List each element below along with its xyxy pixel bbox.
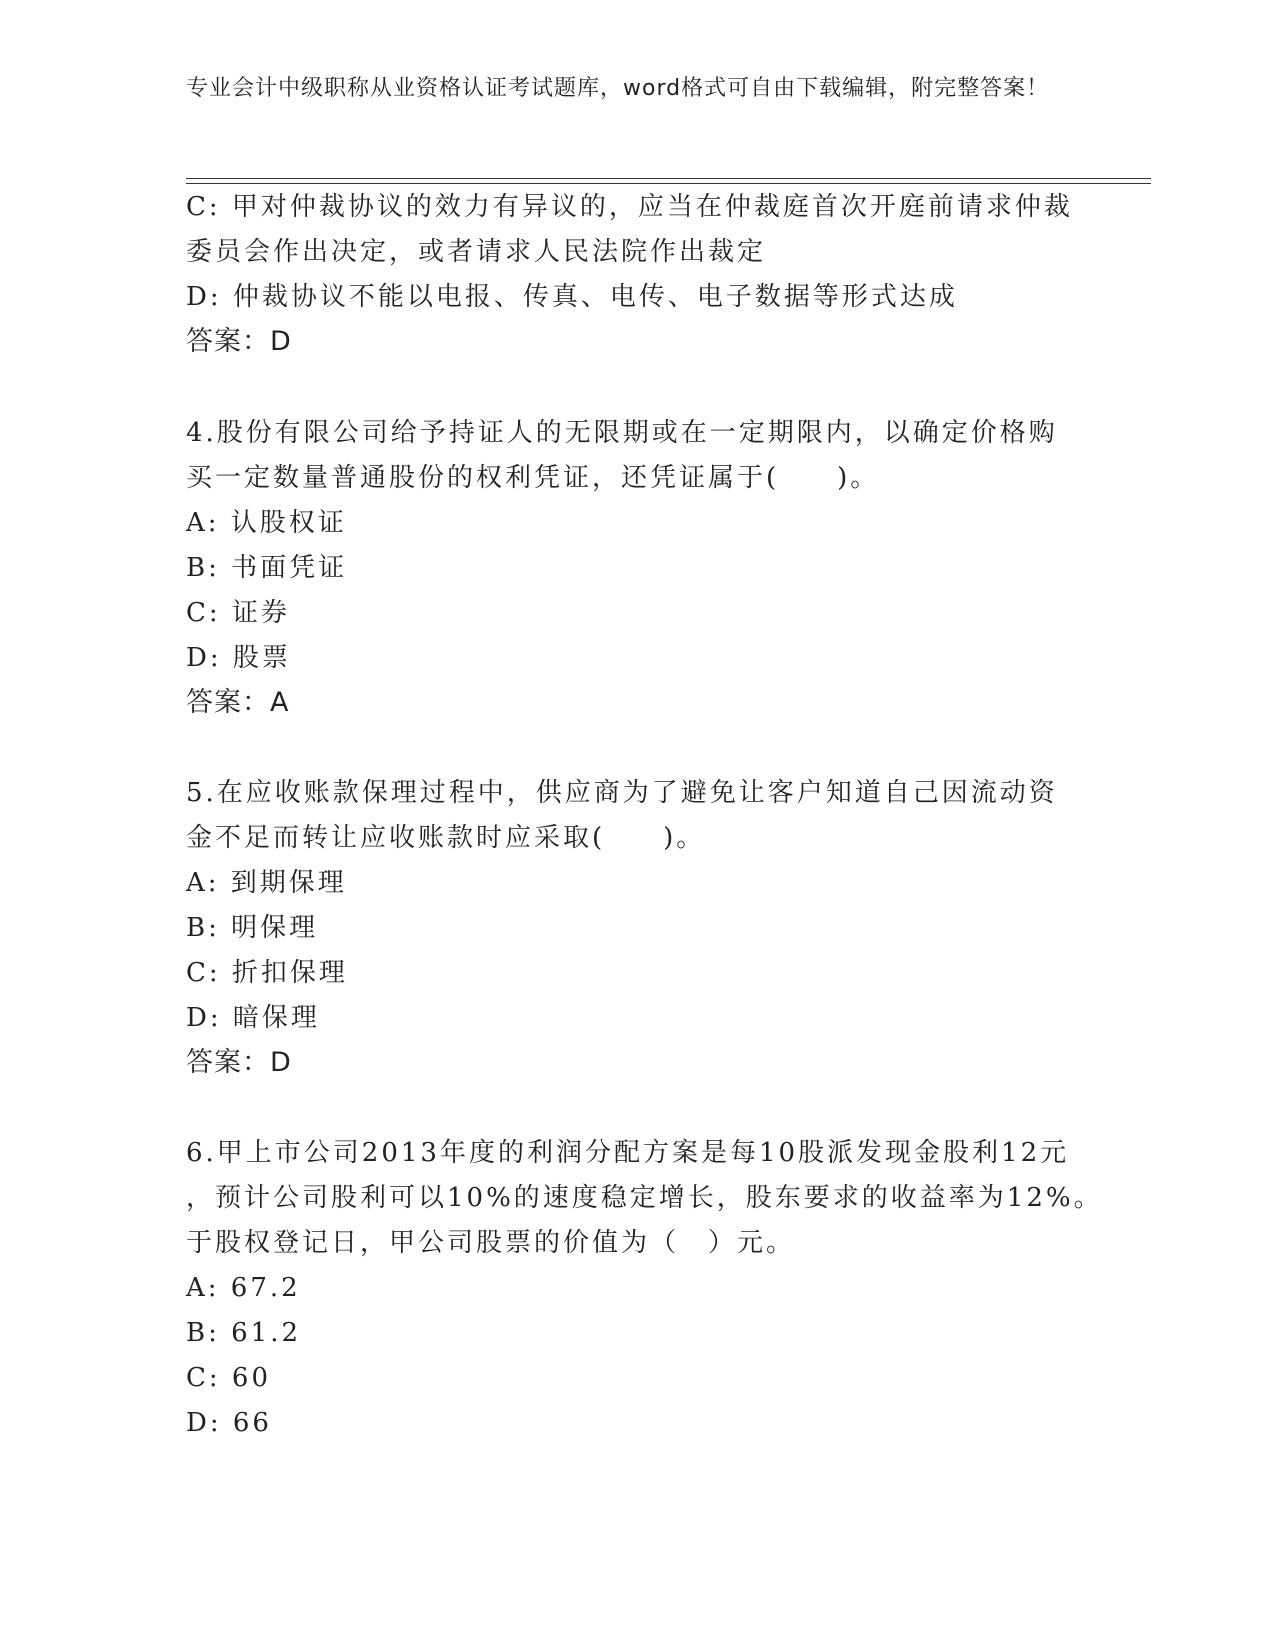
q6-stem-line3: 于股权登记日，甲公司股票的价值为（ ）元。: [186, 1228, 796, 1258]
header-divider-bottom: [186, 183, 1151, 184]
q6-stem-line2: ，预计公司股利可以10%的速度稳定增长，股东要求的收益率为12%。: [186, 1183, 1103, 1213]
q6-option-a: A: 67.2: [186, 1273, 301, 1303]
q6-stem-line1: 6.甲上市公司2013年度的利润分配方案是每10股派发现金股利12元: [186, 1138, 1070, 1168]
q4-option-b: B: 书面凭证: [186, 553, 348, 583]
q6-option-d: D: 66: [186, 1408, 272, 1438]
q5-stem-line2: 金不足而转让应收账款时应采取( )。: [186, 823, 706, 853]
q3-answer: 答案：D: [186, 326, 292, 357]
q5-answer: 答案：D: [186, 1047, 292, 1078]
q5-option-a: A: 到期保理: [186, 868, 347, 898]
q6-option-b: B: 61.2: [186, 1318, 302, 1348]
q5-option-d: D: 暗保理: [186, 1003, 320, 1033]
q5-option-c: C: 折扣保理: [186, 958, 348, 988]
q5-stem-line1: 5.在应收账款保理过程中，供应商为了避免让客户知道自己因流动资: [186, 778, 1058, 808]
q3-option-c-line2: 委员会作出决定，或者请求人民法院作出裁定: [186, 237, 767, 267]
document-header: 专业会计中级职称从业资格认证考试题库，word格式可自由下载编辑，附完整答案！: [186, 76, 1050, 101]
q4-answer: 答案：A: [186, 687, 290, 718]
q4-stem-line2: 买一定数量普通股份的权利凭证，还凭证属于( )。: [186, 463, 880, 493]
q6-option-c: C: 60: [186, 1363, 272, 1393]
q4-option-c: C: 证券: [186, 598, 290, 628]
q5-option-b: B: 明保理: [186, 913, 319, 943]
q4-option-d: D: 股票: [186, 643, 291, 673]
header-divider-top: [186, 178, 1151, 179]
q4-option-a: A: 认股权证: [186, 508, 347, 538]
q3-option-c-line1: C: 甲对仲裁协议的效力有异议的，应当在仲裁庭首次开庭前请求仲裁: [186, 192, 1073, 222]
q3-option-d: D: 仲裁协议不能以电报、传真、电传、电子数据等形式达成: [186, 282, 958, 312]
q4-stem-line1: 4.股份有限公司给予持证人的无限期或在一定期限内，以确定价格购: [186, 418, 1058, 448]
